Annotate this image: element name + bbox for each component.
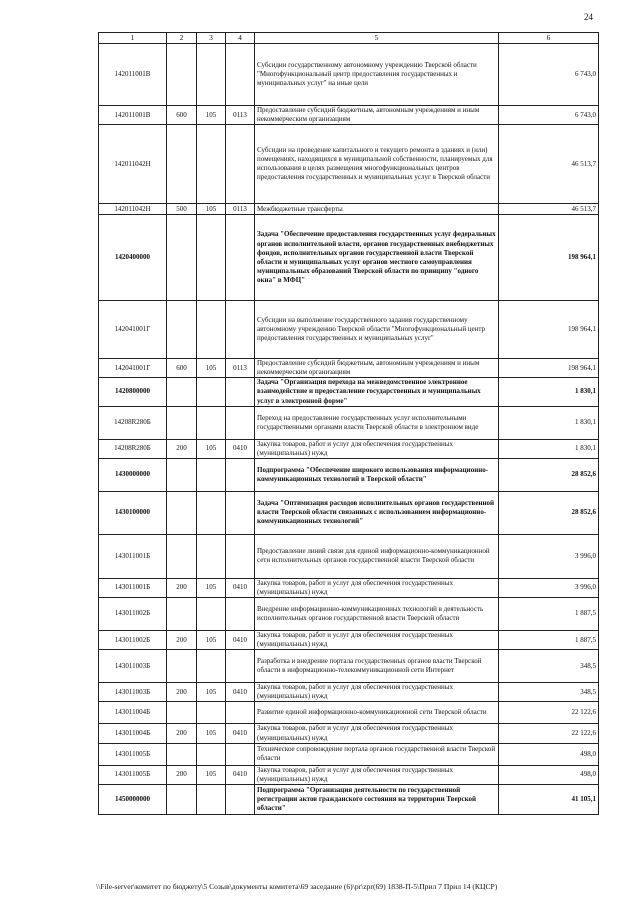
table-row [99,378,599,406]
table-row [99,683,599,702]
row-description: Предоставление субсидий бюджетным, автономным учреждениям и иным некоммерческим организациям [255,106,499,125]
row-subsection-code [226,491,255,534]
row-section-code: 105 [197,106,226,125]
row-amount: 46 513,7 [499,125,599,204]
row-subsection-code [226,702,255,724]
row-amount: 28 852,6 [499,458,599,491]
column-header: 4 [226,33,255,44]
row-amount: 6 743,0 [499,44,599,106]
row-type-code: 200 [167,724,197,743]
table-row [99,631,599,650]
table-header-row [99,33,599,44]
row-code: 143011003Б [99,683,167,702]
table-row [99,784,599,814]
row-code: 143011002Б [99,598,167,631]
row-amount: 1 830,1 [499,378,599,406]
row-section-code [197,650,226,683]
row-section-code [197,534,226,578]
row-description: Разработка и внедрение портала государственных органов власти Тверской области в информационно-телекоммуникационной сети Интернет [255,650,499,683]
column-header: 2 [167,33,197,44]
table-row [99,359,599,378]
row-subsection-code [226,406,255,439]
row-type-code: 600 [167,359,197,378]
table-row [99,724,599,743]
row-type-code [167,650,197,683]
table-row [99,578,599,597]
row-amount: 3 996,0 [499,534,599,578]
row-description: Межбюджетные трансферты [255,204,499,215]
column-header: 1 [99,33,167,44]
table-row [99,491,599,534]
row-section-code: 105 [197,439,226,458]
row-subsection-code: 0410 [226,578,255,597]
row-subsection-code [226,534,255,578]
table-body [99,44,599,815]
row-type-code [167,743,197,765]
row-section-code [197,702,226,724]
row-description: Закупка товаров, работ и услуг для обеспечения государственных (муниципальных) нужд [255,631,499,650]
row-description: Развитие единой информационно-коммуникационной сети Тверской области [255,702,499,724]
column-header: 3 [197,33,226,44]
row-description: Закупка товаров, работ и услуг для обеспечения государственных (муниципальных) нужд [255,578,499,597]
row-subsection-code [226,743,255,765]
row-amount: 1 830,1 [499,439,599,458]
row-amount: 22 122,6 [499,724,599,743]
row-type-code [167,406,197,439]
row-type-code [167,491,197,534]
row-subsection-code [226,125,255,204]
row-description: Предоставление линий связи для единой информационно-коммуникационной сети исполнительных органов государственной власти Тверской области [255,534,499,578]
row-type-code: 200 [167,439,197,458]
table-row [99,406,599,439]
table-row [99,44,599,106]
row-amount: 22 122,6 [499,702,599,724]
row-subsection-code [226,458,255,491]
row-section-code: 105 [197,359,226,378]
row-amount: 28 852,6 [499,491,599,534]
table-row [99,534,599,578]
row-code: 14208R280Б [99,439,167,458]
row-section-code [197,598,226,631]
row-amount: 198 964,1 [499,215,599,301]
row-code: 143011004Б [99,724,167,743]
row-subsection-code [226,650,255,683]
row-type-code [167,215,197,301]
row-description: Переход на предоставление государственных услуг исполнительными государственными органами власти Тверской области в электронном виде [255,406,499,439]
row-description: Субсидии на выполнение государственного задания государственному автономному учреждению Тверской области "Многофункциональный центр предоставления государственных и муниципальных услуг" [255,301,499,359]
row-subsection-code: 0410 [226,439,255,458]
row-section-code [197,378,226,406]
row-type-code: 200 [167,683,197,702]
row-amount: 41 105,1 [499,784,599,814]
row-subsection-code: 0410 [226,765,255,784]
row-subsection-code [226,598,255,631]
row-description: Субсидии на проведение капитального и текущего ремонта в зданиях и (или) помещениях, находящихся в муниципальной собственности, планируемых для использования в целях размещения многофункциональных центров предоставления государственных и муниципальных услуг в Тверской области [255,125,499,204]
budget-table [98,32,599,815]
row-type-code [167,702,197,724]
row-code: 142011001В [99,44,167,106]
row-description: Закупка товаров, работ и услуг для обеспечения государственных (муниципальных) нужд [255,765,499,784]
row-type-code [167,125,197,204]
table-row [99,702,599,724]
footer-file-path: \\File-server\комитет по бюджету\5 Созыв\документы комитета\69 заседание (6)\pr\zpr(69) 1838-П-5\Прил 7 Прил 14 (КЦСР) [96,882,498,891]
table-row [99,125,599,204]
row-subsection-code [226,378,255,406]
row-code: 143011001Б [99,534,167,578]
row-subsection-code: 0410 [226,683,255,702]
row-subsection-code: 0410 [226,631,255,650]
row-code: 142041001Г [99,359,167,378]
row-description: Подпрограмма "Обеспечение широкого использования информационно-коммуникационных технологий в Тверской области" [255,458,499,491]
row-section-code [197,491,226,534]
row-subsection-code [226,215,255,301]
row-description: Субсидии государственному автономному учреждению Тверской области "Многофункциональный центр предоставления государственных и муниципальных услуг" на иные цели [255,44,499,106]
row-subsection-code: 0410 [226,724,255,743]
row-section-code [197,125,226,204]
row-type-code [167,598,197,631]
row-code: 143011005Б [99,743,167,765]
row-type-code [167,458,197,491]
table-row [99,458,599,491]
row-code: 142011042Н [99,204,167,215]
row-code: 142011001В [99,106,167,125]
row-subsection-code [226,44,255,106]
row-amount: 498,0 [499,743,599,765]
row-description: Подпрограмма "Организация деятельности по государственной регистрации актов гражданского состояния на территории Тверской области" [255,784,499,814]
row-section-code [197,406,226,439]
row-code: 1450000000 [99,784,167,814]
table-row [99,215,599,301]
row-amount: 46 513,7 [499,204,599,215]
row-code: 1420400000 [99,215,167,301]
row-type-code [167,784,197,814]
row-amount: 198 964,1 [499,301,599,359]
page-number: 24 [584,12,593,22]
table-row [99,301,599,359]
row-type-code: 500 [167,204,197,215]
table-row [99,204,599,215]
row-code: 1430100000 [99,491,167,534]
row-section-code: 105 [197,683,226,702]
row-amount: 1 830,1 [499,406,599,439]
row-section-code [197,784,226,814]
row-amount: 1 887,5 [499,631,599,650]
row-section-code: 105 [197,578,226,597]
row-amount: 498,0 [499,765,599,784]
row-amount: 198 964,1 [499,359,599,378]
row-subsection-code [226,784,255,814]
row-description: Закупка товаров, работ и услуг для обеспечения государственных (муниципальных) нужд [255,439,499,458]
row-section-code: 105 [197,765,226,784]
row-type-code [167,378,197,406]
row-section-code: 105 [197,724,226,743]
table-row [99,650,599,683]
row-code: 14208R280Б [99,406,167,439]
row-code: 143011003Б [99,650,167,683]
row-section-code: 105 [197,631,226,650]
row-amount: 348,5 [499,683,599,702]
row-section-code [197,458,226,491]
row-type-code [167,44,197,106]
row-section-code: 105 [197,204,226,215]
row-description: Закупка товаров, работ и услуг для обеспечения государственных (муниципальных) нужд [255,683,499,702]
row-description: Внедрение информационно-коммуникационных технологий в деятельность исполнительных органов государственной власти Тверской области [255,598,499,631]
row-section-code [197,44,226,106]
row-type-code [167,301,197,359]
row-type-code: 200 [167,578,197,597]
row-type-code [167,534,197,578]
row-code: 143011002Б [99,631,167,650]
row-subsection-code [226,301,255,359]
row-description: Предоставление субсидий бюджетным, автономным учреждениям и иным некоммерческим организациям [255,359,499,378]
column-header: 6 [499,33,599,44]
row-type-code: 200 [167,631,197,650]
row-code: 143011004Б [99,702,167,724]
row-subsection-code: 0113 [226,359,255,378]
row-type-code: 200 [167,765,197,784]
row-amount: 3 996,0 [499,578,599,597]
table-row [99,106,599,125]
row-amount: 6 743,0 [499,106,599,125]
row-description: Задача "Оптимизация расходов исполнительных органов государственной власти Тверской области связанных с использованием информационно-коммуникационных технологий" [255,491,499,534]
row-code: 143011001Б [99,578,167,597]
row-section-code [197,215,226,301]
row-description: Задача "Организация перехода на межведомственное электронное взаимодействие и предоставление государственных и муниципальных услуг в электронной форме" [255,378,499,406]
row-amount: 1 887,5 [499,598,599,631]
row-section-code [197,743,226,765]
column-header: 5 [255,33,499,44]
row-description: Задача "Обеспечение предоставления государственных услуг федеральных органов исполнительной власти, органов государственных внебюджетных фондов, исполнительных органов государственной власти Тверской области и муниципальных услуг органов местного самоуправления муниципальных образований Тверской области по принципу "одного окна" в МФЦ" [255,215,499,301]
row-code: 143011005Б [99,765,167,784]
table-row [99,439,599,458]
row-code: 142041001Г [99,301,167,359]
row-subsection-code: 0113 [226,106,255,125]
table-row [99,765,599,784]
row-amount: 348,5 [499,650,599,683]
row-code: 142011042Н [99,125,167,204]
row-section-code [197,301,226,359]
row-description: Техническое сопровождение портала органов государственной власти Тверской области [255,743,499,765]
row-code: 1430000000 [99,458,167,491]
row-description: Закупка товаров, работ и услуг для обеспечения государственных (муниципальных) нужд [255,724,499,743]
row-code: 1420800000 [99,378,167,406]
table-row [99,598,599,631]
row-type-code: 600 [167,106,197,125]
table-row [99,743,599,765]
row-subsection-code: 0113 [226,204,255,215]
